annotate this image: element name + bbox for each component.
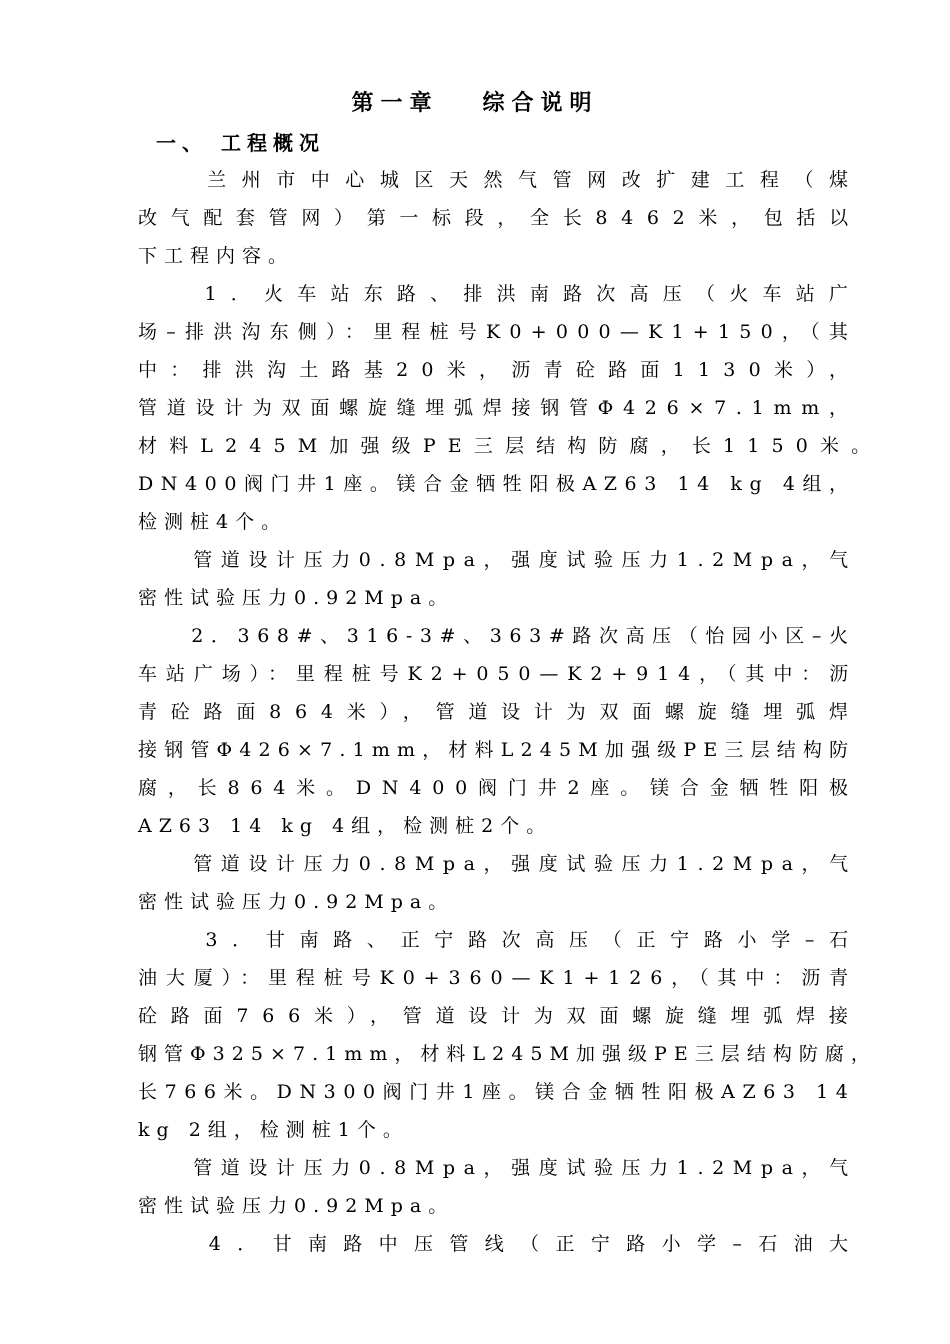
body-line: 下工程内容。 <box>138 245 295 267</box>
body-line: 腐，长864米。DN400阀门井2座。镁合金牺牲阳极 <box>138 777 859 799</box>
body-line: 密性试验压力0.92Mpa。 <box>138 587 455 609</box>
chapter-title: 第一章 综合说明 <box>351 91 599 116</box>
body-line: 4．甘南路中压管线（正宁路小学–石油大 <box>138 1233 865 1255</box>
body-line: 密性试验压力0.92Mpa。 <box>138 1195 455 1217</box>
body-line: 密性试验压力0.92Mpa。 <box>138 891 455 913</box>
body-line: DN400阀门井1座。镁合金牺牲阳极AZ63 14 kg 4组， <box>138 473 856 495</box>
body-line: 3．甘南路、正宁路次高压（正宁路小学–石 <box>138 929 863 951</box>
body-line: kg 2组，检测桩1个。 <box>138 1119 409 1141</box>
body-line: 检测桩4个。 <box>138 511 288 533</box>
body-line: 青砼路面864米），管道设计为双面螺旋缝埋弧焊 <box>138 701 862 723</box>
section-title: 一、 工程概况 <box>156 131 325 155</box>
body-line: 接钢管Φ426×7.1mm，材料L245M加强级PE三层结构防 <box>138 739 856 761</box>
body-line: 管道设计压力0.8Mpa，强度试验压力1.2Mpa，气 <box>138 549 857 571</box>
body-line: 钢管Φ325×7.1mm，材料L245M加强级PE三层结构防腐， <box>138 1043 877 1065</box>
body-line: 2．368#、316-3#、363#路次高压（怡园小区–火 <box>138 625 856 647</box>
body-line: AZ63 14 kg 4组，检测桩2个。 <box>138 815 553 837</box>
body-line: 油大厦）：里程桩号K0+360—K1+126，（其中：沥青 <box>138 967 858 989</box>
body-line: 1．火车站东路、排洪南路次高压（火车站广 <box>138 283 863 305</box>
body-line: 砼路面766米），管道设计为双面螺旋缝埋弧焊接 <box>138 1005 862 1027</box>
body-line: 改气配套管网）第一标段，全长8462米，包括以 <box>138 207 862 229</box>
body-line: 长766米。DN300阀门井1座。镁合金牺牲阳极AZ63 14 <box>138 1081 856 1103</box>
body-line: 兰州市中心城区天然气管网改扩建工程（煤 <box>138 169 864 191</box>
body-line: 管道设计压力0.8Mpa，强度试验压力1.2Mpa，气 <box>138 853 857 875</box>
body-line: 场–排洪沟东侧）：里程桩号K0+000—K1+150，（其 <box>138 321 858 343</box>
body-line: 管道设计为双面螺旋缝埋弧焊接钢管Φ426×7.1mm， <box>138 397 858 419</box>
body-line: 材料L245M加强级PE三层结构防腐，长1150米。 <box>138 435 883 457</box>
body-line: 车站广场）：里程桩号K2+050—K2+914，（其中：沥 <box>138 663 858 685</box>
body-line: 中：排洪沟土路基20米，沥青砼路面1130米）， <box>138 359 862 381</box>
body-line: 管道设计压力0.8Mpa，强度试验压力1.2Mpa，气 <box>138 1157 857 1179</box>
